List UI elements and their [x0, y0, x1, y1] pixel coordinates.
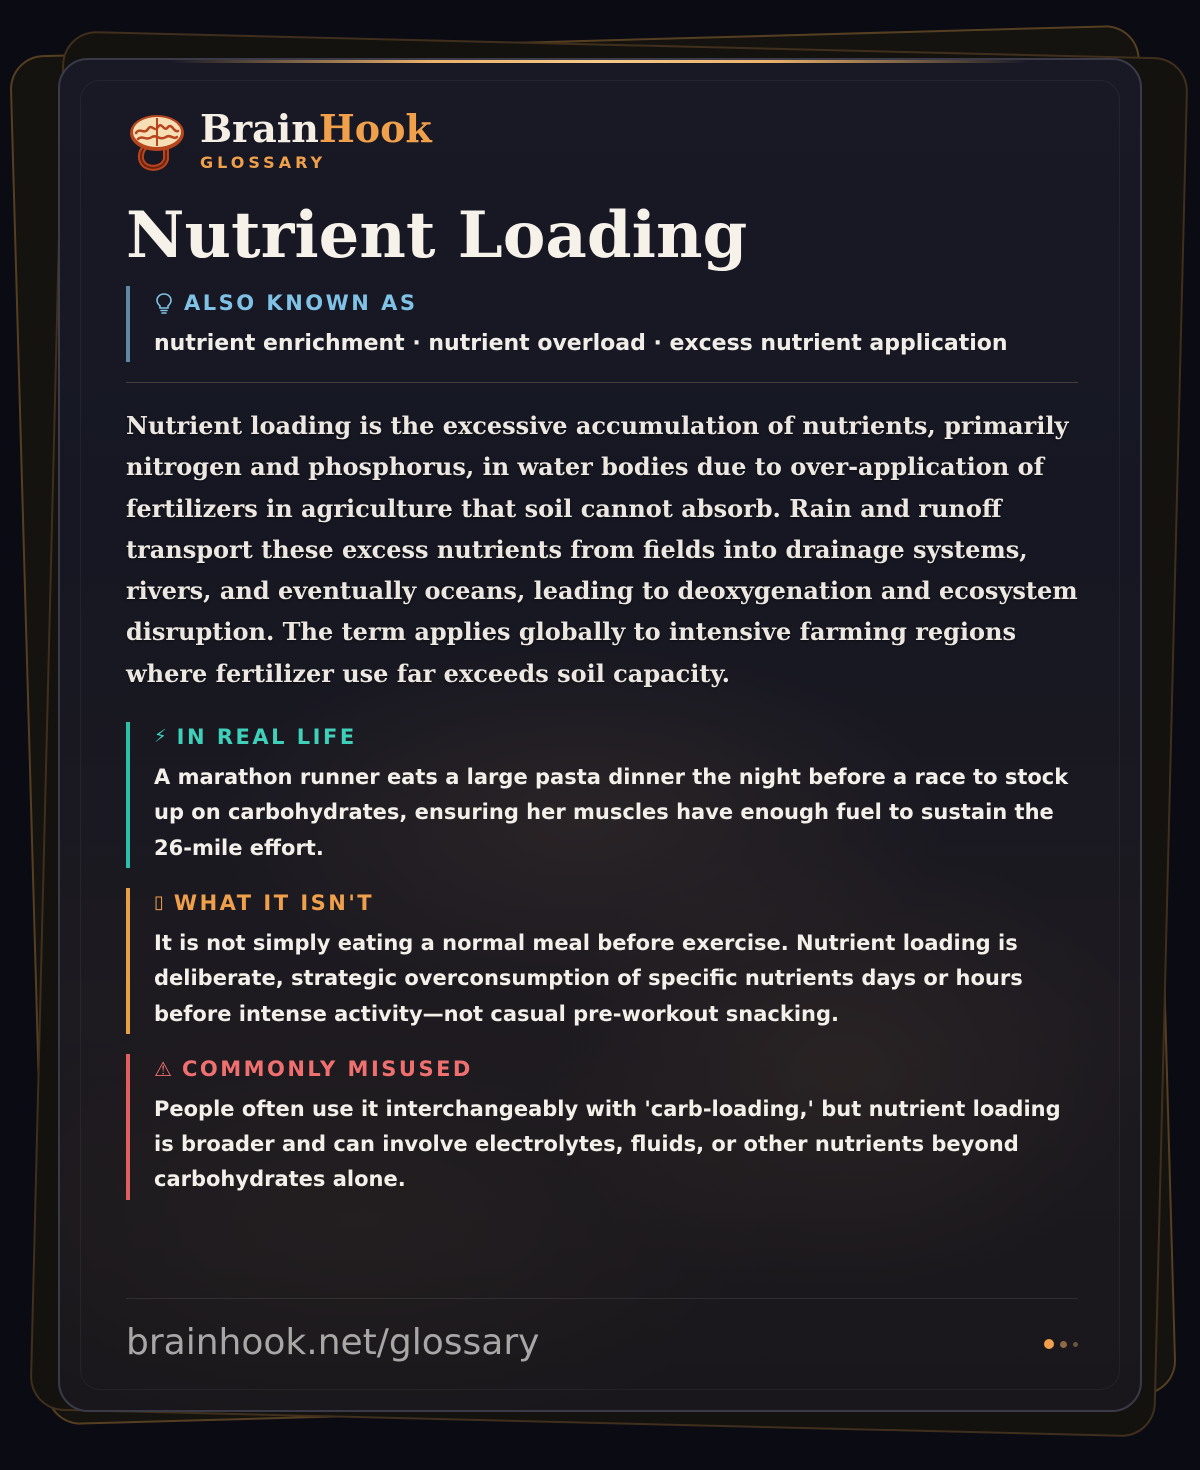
brand-name — [200, 105, 432, 151]
in-real-life-section — [126, 722, 1078, 868]
brand-name-part2: Hook — [318, 105, 432, 151]
what-it-isnt-text: It is not simply eating a normal meal before exercise. Nutrient loading is deliberate, strategic overconsumption of specific nutrients days or hours before intense activity—not casual pre-workout snacking. — [154, 930, 1023, 1026]
commonly-misused-section — [126, 1054, 1078, 1200]
commonly-misused-label-row — [154, 1056, 1078, 1082]
brand-text — [200, 105, 432, 172]
card-footer — [126, 1298, 1078, 1369]
brain-hook-logo-icon — [126, 109, 188, 171]
also-known-as-values: nutrient enrichment · nutrient overload · excess nutrient application — [154, 331, 1008, 356]
term-title: Nutrient Loading — [126, 198, 748, 273]
section-divider — [126, 382, 1078, 383]
also-known-as-section — [126, 286, 1078, 362]
what-it-isnt-label: WHAT IT ISN'T — [173, 890, 375, 915]
what-it-isnt-label-row — [154, 890, 1078, 916]
lightning-icon: ⚡ — [154, 726, 167, 748]
brand-name-part1: Brain — [200, 105, 319, 151]
commonly-misused-label: COMMONLY MISUSED — [181, 1056, 473, 1081]
card-content — [126, 102, 1078, 1200]
pagination-dot — [1060, 1341, 1067, 1348]
also-known-as-label-row — [154, 290, 1078, 316]
glossary-card — [58, 58, 1142, 1412]
footer-url: brainhook.net/glossary — [126, 1322, 540, 1363]
lightbulb-icon — [154, 292, 174, 314]
pagination-dots — [1038, 1339, 1078, 1349]
in-real-life-text: A marathon runner eats a large pasta dinner the night before a race to stock up on carbohydrates, ensuring her muscles have enough fuel to sustain the 26-mile effort. — [154, 765, 1069, 860]
what-it-isnt-section — [126, 888, 1078, 1034]
in-real-life-label: IN REAL LIFE — [176, 725, 357, 750]
in-real-life-label-row — [154, 724, 1078, 750]
brand-header — [126, 102, 1078, 178]
no-entry-icon: ▯ — [154, 891, 164, 913]
warning-icon: ⚠ — [154, 1056, 172, 1081]
brand-subtitle: GLOSSARY — [200, 152, 327, 172]
pagination-dot — [1073, 1342, 1078, 1347]
card-accent-line — [170, 60, 1030, 63]
also-known-as-label: ALSO KNOWN AS — [184, 291, 418, 315]
definition-text: Nutrient loading is the excessive accumulation of nutrients, primarily nitrogen and phosphorus, in water bodies due to over-application of fertilizers in agriculture that soil cannot absorb. Rain and runoff transport these excess nutrients from fields into drainage systems, rivers, and eventually oceans, leading to deoxygenation and ecosystem disruption. The term applies globally to intensive farming regions where fertilizer use far exceeds soil capacity. — [126, 411, 1078, 688]
pagination-dot-active — [1044, 1339, 1054, 1349]
commonly-misused-text: People often use it interchangeably with 'carb-loading,' but nutrient loading is broader and can involve electrolytes, fluids, or other nutrients beyond carbohydrates alone. — [154, 1096, 1061, 1192]
